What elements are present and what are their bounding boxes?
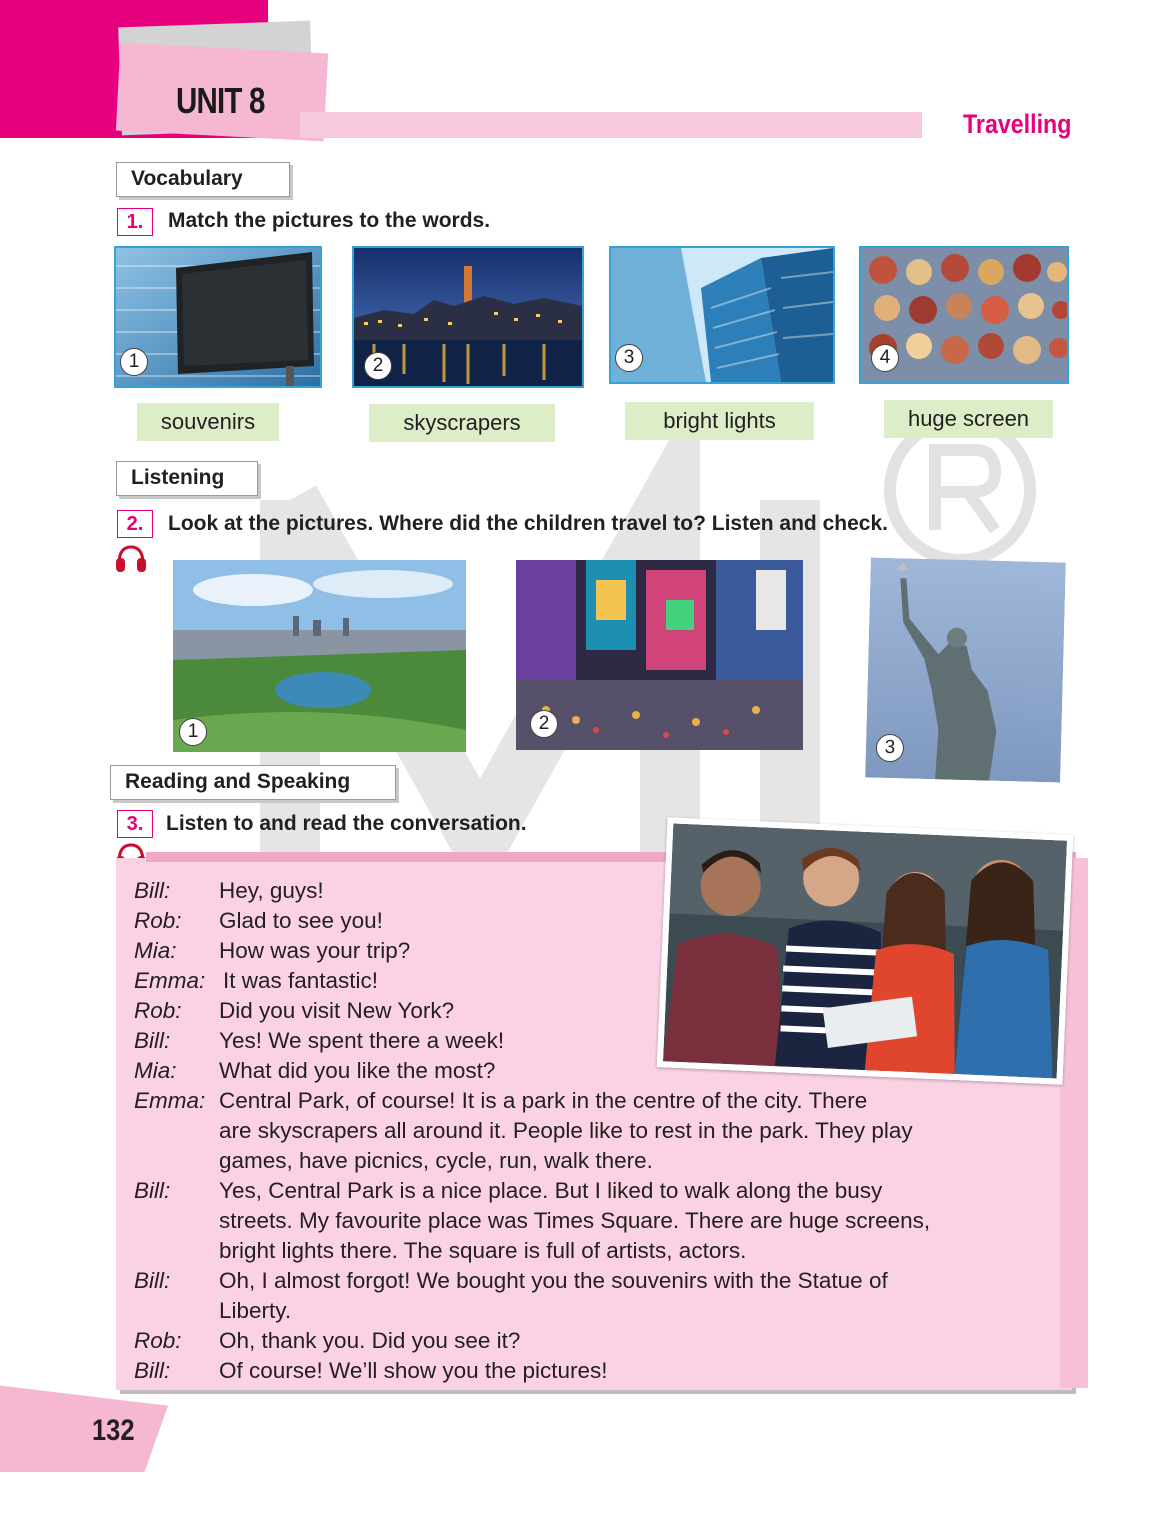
dialogue-line [134, 1088, 868, 1114]
speech-text: streets. My favourite place was Times Square. There are huge screens, [219, 1208, 931, 1233]
speech-text: bright lights there. The square is full of artists, actors. [219, 1238, 747, 1263]
picture-number-badge: 1 [179, 718, 207, 746]
exercise-2-instruction: Look at the pictures. Where did the children travel to? Listen and check. [168, 512, 888, 535]
dialogue-line [134, 998, 455, 1024]
dialogue-line [134, 968, 379, 994]
picture-number-badge: 2 [364, 352, 392, 380]
page-number: 132 [92, 1414, 135, 1447]
teenagers-image [663, 824, 1067, 1079]
speech-text: Did you visit New York? [219, 998, 455, 1023]
vocab-picture-4 [859, 246, 1069, 384]
dialogue-line [134, 1178, 883, 1204]
speech-text: Hey, guys! [219, 878, 324, 903]
speech-text: Central Park, of course! It is a park in the centre of the city. There [219, 1088, 868, 1113]
speech-text: Glad to see you! [219, 908, 383, 933]
vocab-picture-2 [352, 246, 584, 388]
picture-number-badge: 1 [120, 348, 148, 376]
dialogue-line [134, 1028, 505, 1054]
speaker-name: Rob: [134, 908, 182, 933]
dialogue-line [134, 878, 324, 904]
speaker-name: Mia: [134, 1058, 177, 1083]
picture-number-badge: 4 [871, 344, 899, 372]
speech-text: It was fantastic! [223, 968, 379, 993]
speaker-name: Bill: [134, 1268, 171, 1293]
word-card-2[interactable]: skyscrapers [369, 404, 555, 442]
headphones-icon[interactable] [114, 544, 148, 572]
exercise-3-number: 3. [117, 810, 153, 838]
speech-text: games, have picnics, cycle, run, walk there. [219, 1148, 653, 1173]
listen-picture-2 [516, 560, 803, 750]
word-card-1[interactable]: souvenirs [137, 403, 279, 441]
speech-text: Yes, Central Park is a nice place. But I liked to walk along the busy [219, 1178, 883, 1203]
dialogue-line [134, 1268, 888, 1294]
speaker-name: Emma: [134, 968, 206, 993]
word-card-4[interactable]: huge screen [884, 400, 1053, 438]
picture-number-badge: 2 [530, 710, 558, 738]
skyscrapers-image [611, 248, 833, 382]
speech-text: are skyscrapers all around it. People like to rest in the park. They play [219, 1118, 913, 1143]
speaker-name: Mia: [134, 938, 177, 963]
times-square-image [516, 560, 803, 750]
dialogue-line [134, 1238, 747, 1264]
speaker-name: Rob: [134, 998, 182, 1023]
speech-text: What did you like the most? [219, 1058, 496, 1083]
exercise-1-number: 1. [117, 208, 153, 236]
vocab-picture-1 [114, 246, 322, 388]
section-vocabulary: Vocabulary [116, 162, 290, 197]
unit-title: UNIT 8 [176, 80, 265, 121]
listen-picture-1 [173, 560, 466, 752]
dialogue-line [134, 1328, 521, 1354]
speech-text: Liberty. [219, 1298, 292, 1323]
dialogue-line [134, 908, 383, 934]
speech-text: Yes! We spent there a week! [219, 1028, 505, 1053]
picture-number-badge: 3 [876, 734, 905, 763]
header-band [300, 112, 922, 138]
speech-text: Oh, thank you. Did you see it? [219, 1328, 521, 1353]
speech-text: Oh, I almost forgot! We bought you the souvenirs with the Statue of [219, 1268, 888, 1293]
exercise-3-instruction: Listen to and read the conversation. [166, 812, 527, 835]
central-park-image [173, 560, 466, 752]
vocab-picture-3 [609, 246, 835, 384]
children-photo [657, 817, 1074, 1084]
speaker-name: Bill: [134, 1358, 171, 1383]
dialogue-line [134, 1358, 608, 1384]
dialogue-line [134, 1208, 931, 1234]
speaker-name: Bill: [134, 1028, 171, 1053]
dialogue-line [134, 1118, 913, 1144]
dialogue-line [134, 1148, 653, 1174]
listen-picture-3 [865, 557, 1066, 782]
speaker-name: Bill: [134, 1178, 171, 1203]
speaker-name: Bill: [134, 878, 171, 903]
unit-topic: Travelling [963, 109, 1072, 139]
speech-text: Of course! We’ll show you the pictures! [219, 1358, 608, 1383]
exercise-1-instruction: Match the pictures to the words. [168, 209, 491, 232]
dialogue-line [134, 1298, 292, 1324]
word-card-3[interactable]: bright lights [625, 402, 814, 440]
dialogue-line [134, 1058, 496, 1084]
section-listening: Listening [116, 461, 258, 496]
section-reading-speaking: Reading and Speaking [110, 765, 396, 800]
exercise-2-number: 2. [117, 510, 153, 538]
speaker-name: Rob: [134, 1328, 182, 1353]
footer-pink-tab [0, 1380, 168, 1472]
dialogue-line [134, 938, 411, 964]
speaker-name: Emma: [134, 1088, 206, 1113]
speech-text: How was your trip? [219, 938, 411, 963]
picture-number-badge: 3 [615, 344, 643, 372]
